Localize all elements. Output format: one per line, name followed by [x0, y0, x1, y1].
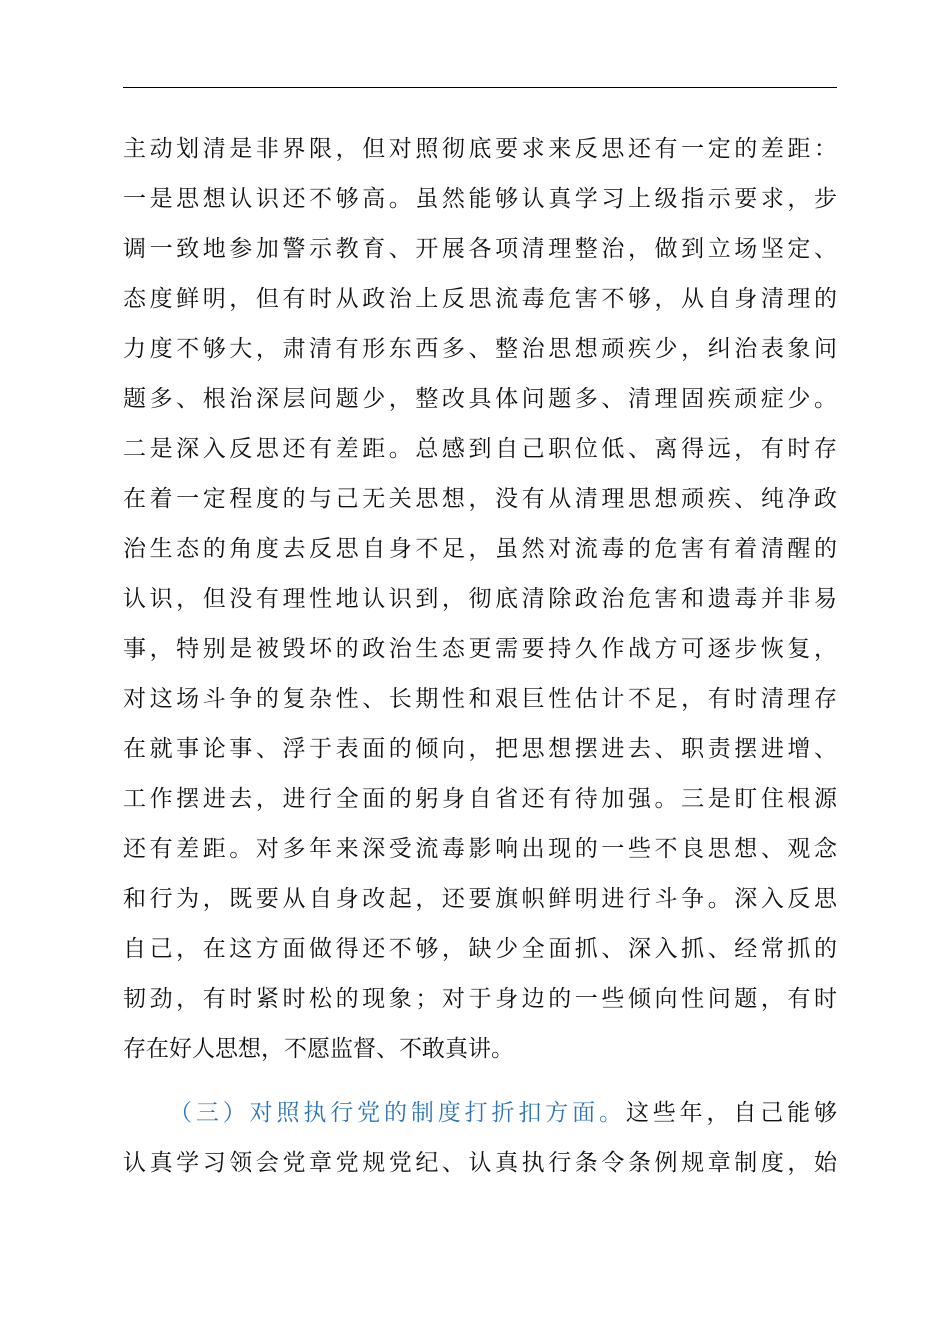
text-line: 还有差距。对多年来深受流毒影响出现的一些不良思想、观念 [123, 836, 837, 862]
text-line: 对这场斗争的复杂性、长期性和艰巨性估计不足，有时清理存 [123, 686, 837, 712]
body-text [123, 124, 837, 1188]
text-line: 工作摆进去，进行全面的躬身自省还有待加强。三是盯住根源 [123, 786, 837, 812]
header-rule [123, 87, 837, 88]
text-line: 和行为，既要从自身改起，还要旗帜鲜明进行斗争。深入反思 [123, 886, 837, 912]
text-line: 韧劲，有时紧时松的现象；对于身边的一些倾向性问题，有时 [123, 986, 837, 1012]
text-line: 治生态的角度去反思自身不足，虽然对流毒的危害有着清醒的 [123, 536, 837, 562]
paragraph-1 [123, 124, 837, 1074]
text-line: 自己，在这方面做得还不够，缺少全面抓、深入抓、经常抓的 [123, 936, 837, 962]
text-line: 在着一定程度的与己无关思想，没有从清理思想顽疾、纯净政 [123, 486, 837, 512]
section-heading: （三）对照执行党的制度打折扣方面。 [169, 1100, 626, 1126]
text-line: 一是思想认识还不够高。虽然能够认真学习上级指示要求，步 [123, 186, 837, 212]
text-line: 在就事论事、浮于表面的倾向，把思想摆进去、职责摆进增、 [123, 736, 837, 762]
text-line: 态度鲜明，但有时从政治上反思流毒危害不够，从自身清理的 [123, 286, 837, 312]
text-line: 事，特别是被毁坏的政治生态更需要持久作战方可逐步恢复， [123, 636, 837, 662]
text-line-with-heading [123, 1088, 837, 1138]
text-line: 题多、根治深层问题少，整改具体问题多、清理固疾顽症少。 [123, 386, 837, 412]
paragraph-2 [123, 1088, 837, 1188]
text-line: 二是深入反思还有差距。总感到自己职位低、离得远，有时存 [123, 436, 837, 462]
text-run: 这些年，自己能够 [625, 1100, 837, 1126]
text-line: 认真学习领会党章党规党纪、认真执行条令条例规章制度，始 [123, 1150, 837, 1176]
text-line: 认识，但没有理性地认识到，彻底清除政治危害和遗毒并非易 [123, 586, 837, 612]
text-line: 主动划清是非界限，但对照彻底要求来反思还有一定的差距： [123, 136, 837, 162]
text-line: 力度不够大，肃清有形东西多、整治思想顽疾少，纠治表象问 [123, 336, 837, 362]
text-line: 调一致地参加警示教育、开展各项清理整治，做到立场坚定、 [123, 236, 837, 262]
paragraph-gap [123, 1074, 837, 1088]
text-line: 存在好人思想，不愿监督、不敢真讲。 [123, 1036, 514, 1062]
